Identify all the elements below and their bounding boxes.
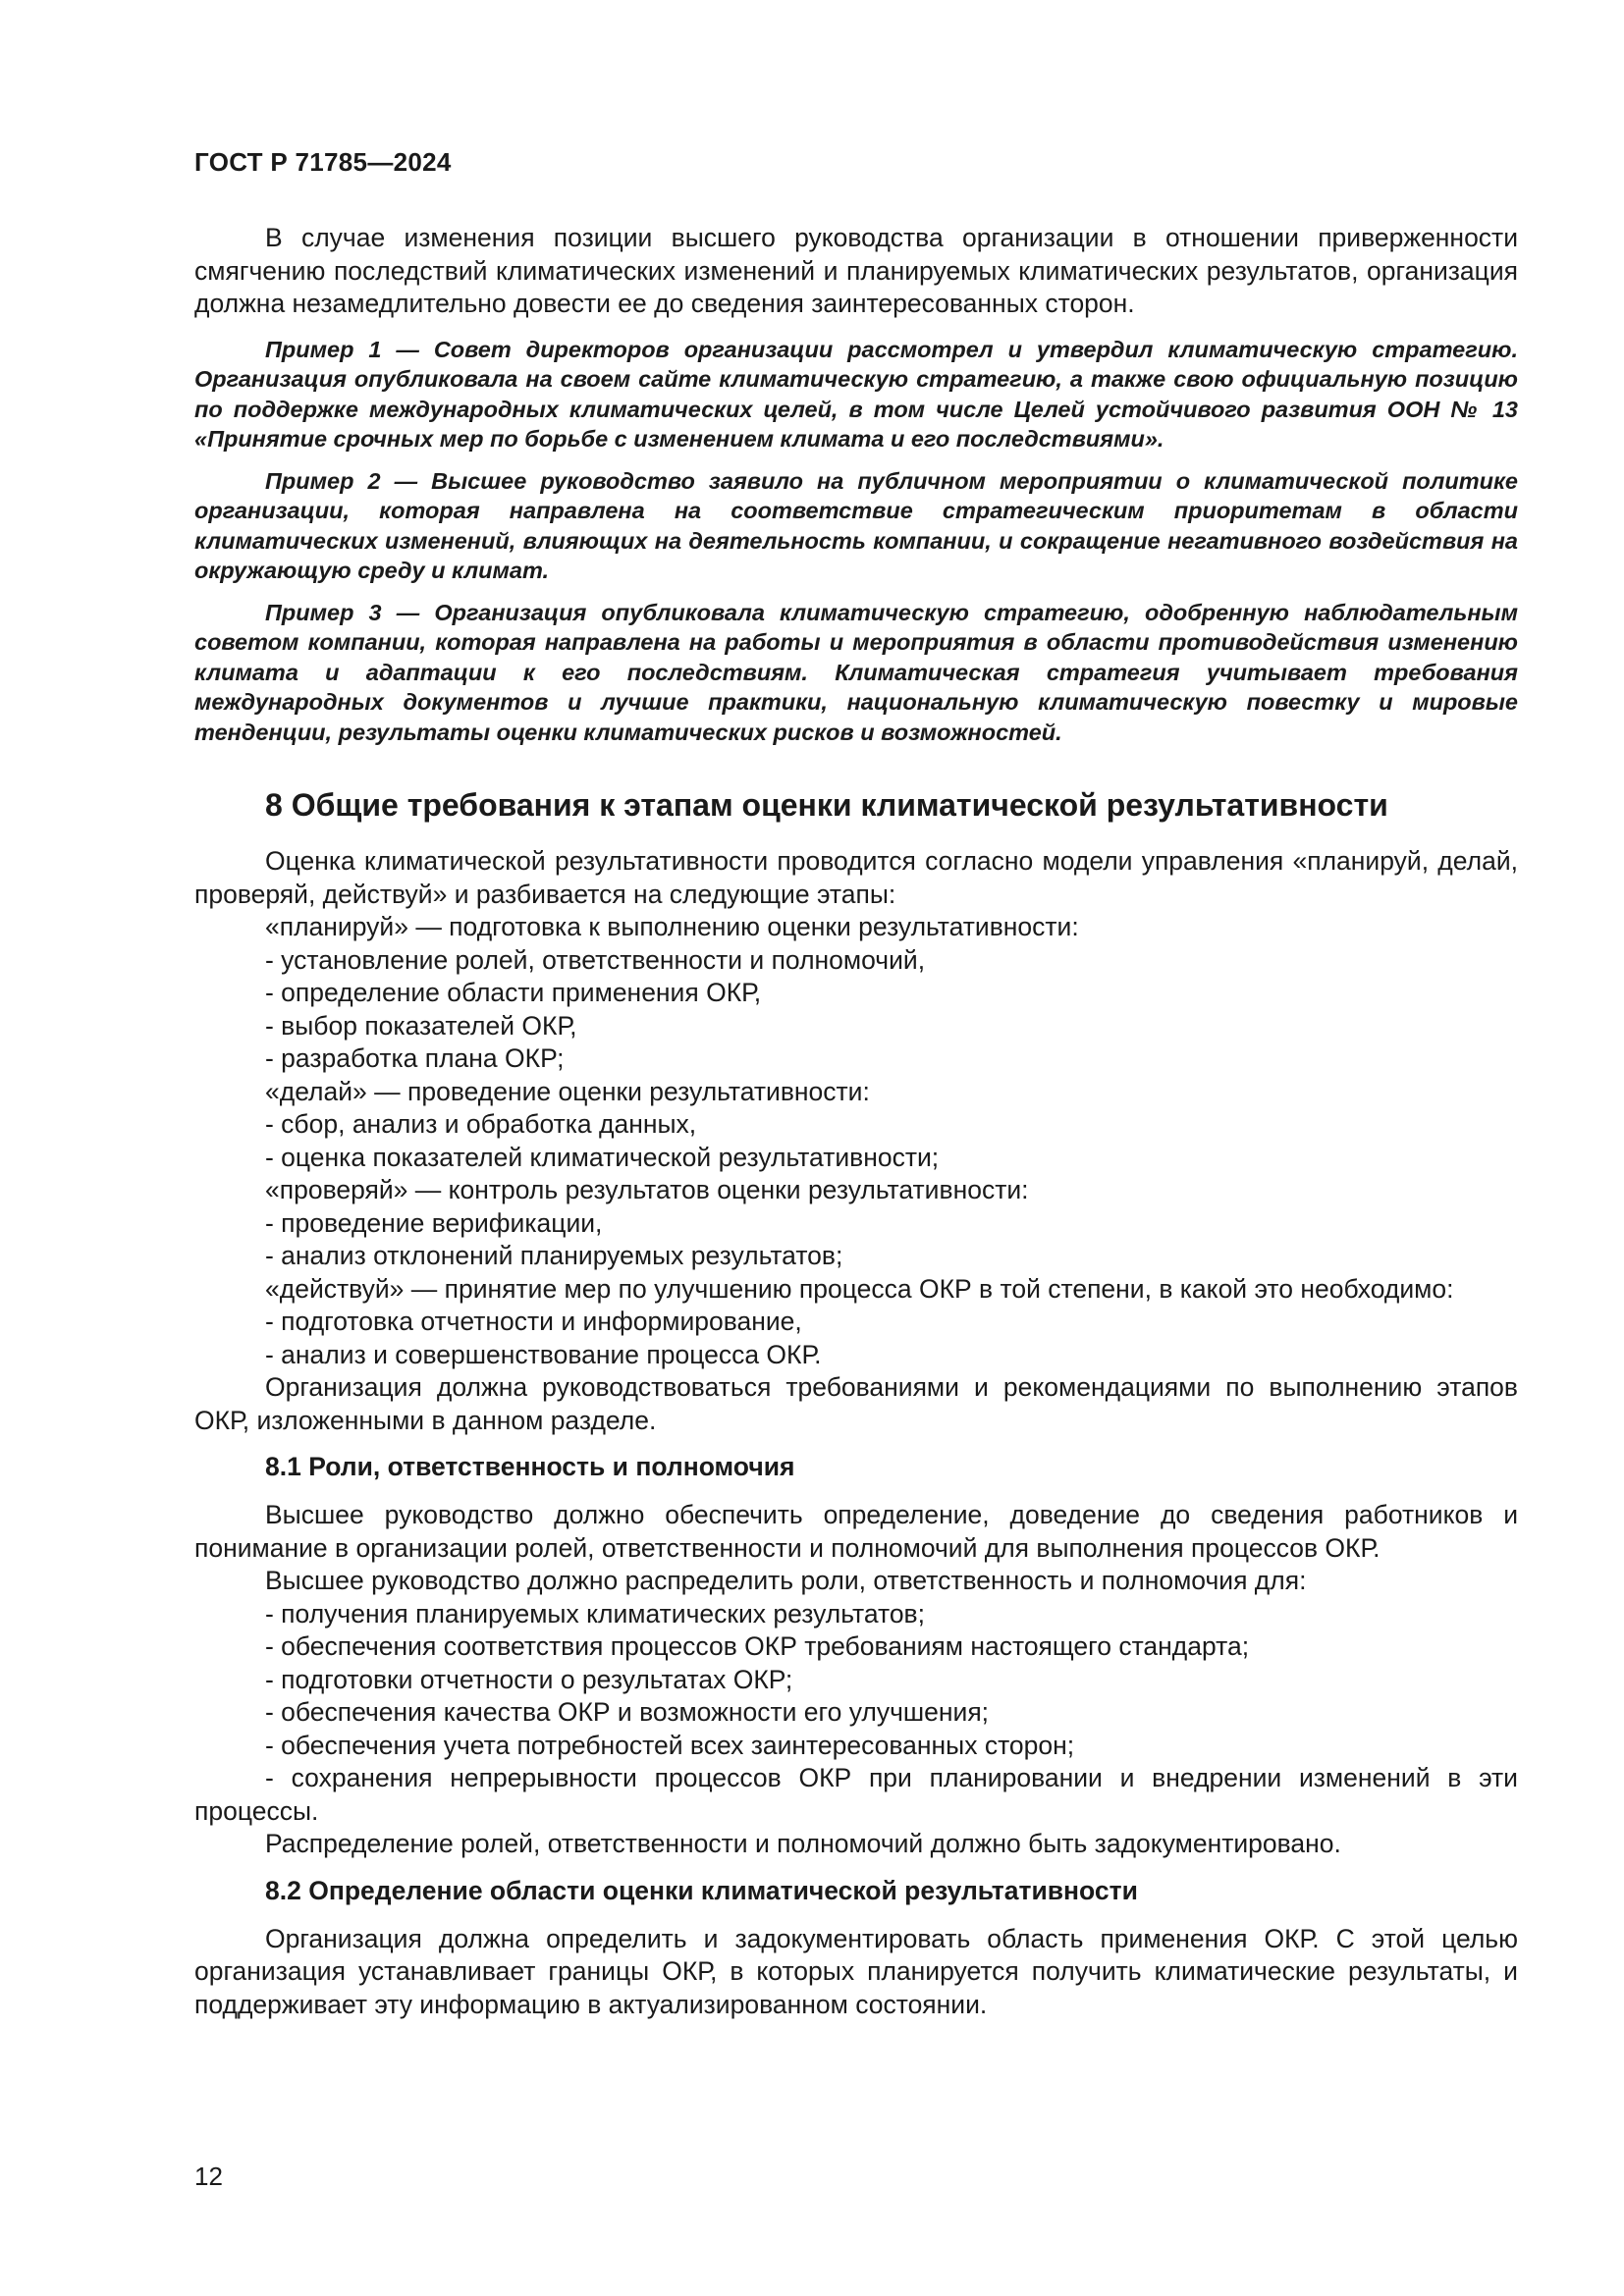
section-8-1-heading: 8.1 Роли, ответственность и полномочия — [265, 1452, 795, 1481]
section-8-1-line: - подготовки отчетности о результатах ОКР; — [265, 1664, 793, 1694]
section-8-1-line: - обеспечения соответствия процессов ОКР требованиям настоящего стандарта; — [265, 1631, 1250, 1661]
section-8-line: - подготовка отчетности и информирование, — [265, 1307, 802, 1336]
section-8-line: «делай» — проведение оценки результативности: — [265, 1076, 870, 1106]
section-8-line: - установление ролей, ответственности и полномочий, — [265, 944, 926, 975]
section-8-1-last-item: - сохранения непрерывности процессов ОКР при планировании и внедрении изменений в эти процессы. — [194, 1763, 1518, 1826]
section-8-1-line: - получения планируемых климатических результатов; — [265, 1598, 925, 1629]
section-8-line: - сбор, анализ и обработка данных, — [265, 1109, 697, 1139]
section-8-line: - анализ и совершенствование процесса ОКР. — [265, 1339, 822, 1369]
section-8-closing: Организация должна руководствоваться требованиями и рекомендациями по выполнению этапов ОКР, изложенными в данном разделе. — [194, 1372, 1518, 1435]
section-8-line: - выбор показателей ОКР, — [265, 1010, 577, 1041]
section-8-line: «проверяй» — контроль результатов оценки результативности: — [265, 1175, 1029, 1204]
section-8-heading: 8 Общие требования к этапам оценки климатической результативности — [265, 787, 1388, 823]
page-number: 12 — [194, 2162, 223, 2191]
section-8-1-lead: Высшее руководство должно распределить роли, ответственность и полномочия для: — [265, 1566, 1307, 1595]
section-8-intro: Оценка климатической результативности проводится согласно модели управления «планируй, делай, проверяй, действуй» и разбивается на следующие этапы: — [194, 846, 1518, 909]
section-8-1-line: - обеспечения учета потребностей всех заинтересованных сторон; — [265, 1730, 1075, 1760]
document-header: ГОСТ Р 71785—2024 — [194, 147, 452, 177]
section-8-line: - определение области применения ОКР, — [265, 978, 762, 1007]
example-2: Пример 2 — Высшее руководство заявило на публичном мероприятии о климатической политике организации, которая направлена на соответствие стратегическим приоритетам в области климатических изменений, влияющих на деятельность компании, и сокращение негативного воздействия на окружающую среду и климат. — [194, 467, 1518, 583]
intro-paragraph: В случае изменения позиции высшего руководства организации в отношении приверженности смягчению последствий климатических изменений и планируемых климатических результатов, организация должна незамедлительно довести ее до сведения заинтересованных сторон. — [194, 223, 1518, 318]
section-8-line: - оценка показателей климатической результативности; — [265, 1142, 940, 1172]
section-8-line: «действуй» — принятие мер по улучшению процесса ОКР в той степени, в какой это необходимо: — [265, 1273, 1454, 1304]
section-8-line: - разработка плана ОКР; — [265, 1043, 565, 1073]
section-8-2-paragraph: Организация должна определить и задокументировать область применения ОКР. С этой целью организация устанавливает границы ОКР, в которых планируется получить климатические результаты, и поддерживает эту информацию в актуализированном состоянии. — [194, 1923, 1518, 2019]
section-8-line: - анализ отклонений планируемых результатов; — [265, 1241, 843, 1270]
section-8-1-closing: Распределение ролей, ответственности и полномочий должно быть задокументировано. — [265, 1829, 1341, 1858]
section-8-1-paragraph: Высшее руководство должно обеспечить определение, доведение до сведения работников и понимание в организации ролей, ответственности и полномочий для выполнения процессов ОКР. — [194, 1500, 1518, 1563]
section-8-line: - проведение верификации, — [265, 1207, 603, 1238]
example-1: Пример 1 — Совет директоров организации рассмотрел и утвердил климатическую стратегию. Организация опубликовала на своем сайте климатическую стратегию, а также свою официальную позицию по поддержке международных климатических целей, в том числе Целей устойчивого развития ООН № 13 «Принятие срочных мер по борьбе с изменением климата и его последствиями». — [194, 336, 1518, 452]
section-8-1-line: - обеспечения качества ОКР и возможности его улучшения; — [265, 1697, 990, 1727]
section-8-2-heading: 8.2 Определение области оценки климатической результативности — [265, 1875, 1138, 1905]
section-8-line: «планируй» — подготовка к выполнению оценки результативности: — [265, 912, 1079, 941]
example-3: Пример 3 — Организация опубликовала климатическую стратегию, одобренную наблюдательным советом компании, которая направлена на работы и мероприятия в области противодействия изменению климата и адаптации к его последствиям. Климатическая стратегия учитывает требования международных документов и лучшие практики, национальную климатическую повестку и мировые тенденции, результаты оценки климатических рисков и возможностей. — [194, 599, 1518, 745]
document-body — [194, 222, 1518, 2021]
